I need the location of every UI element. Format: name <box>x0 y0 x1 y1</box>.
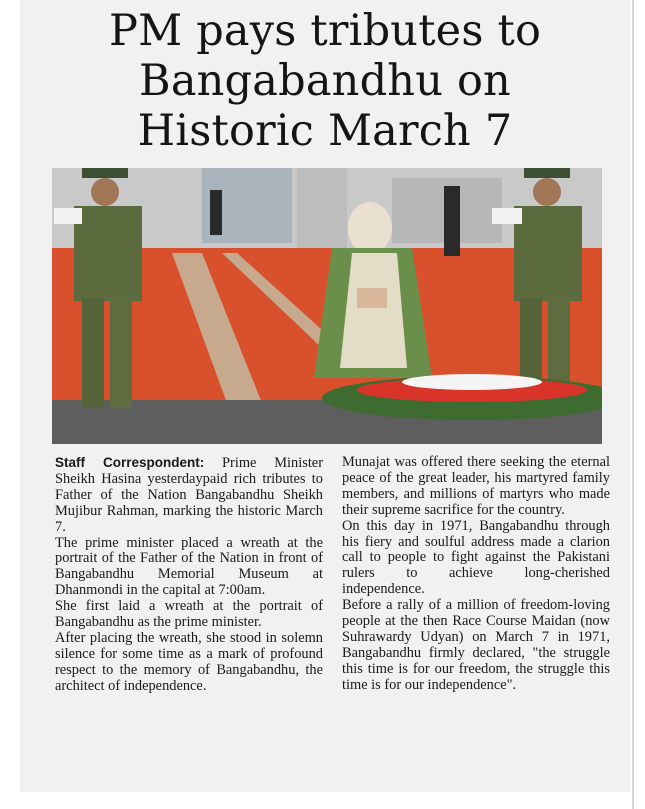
paragraph: The prime minister placed a wreath at the portrait of the Father of the Nation in front of Bangabandhu Memorial Museum at Dhanmondi in the capital at 7:00am. <box>55 534 323 599</box>
background-person-right <box>444 186 460 256</box>
headline-line-3: Historic March 7 <box>137 106 513 156</box>
byline: Staff Correspondent: <box>55 455 205 470</box>
column-divider <box>632 0 634 809</box>
ceremony-photo <box>52 168 602 444</box>
article-column-right <box>342 455 610 694</box>
headline <box>40 6 610 156</box>
paragraph <box>55 455 323 536</box>
paragraph-text: Prime Minister Sheikh Hasina yesterdaypaid rich tributes to Father of the Nation Bangabandhu Sheikh Mujibur Rahman, marking the historic March 7. <box>55 455 323 535</box>
paragraph: Before a rally of a million of freedom-loving people at the then Race Course Maidan (now Suhrawardy Udyan) on March 7 in 1971, Bangabandhu firmly declared, "the struggle this time is for our freedom, the struggle this time is for our independence". <box>342 597 610 693</box>
headline-line-1: PM pays tributes to <box>108 6 542 56</box>
photo-illustration <box>52 168 602 444</box>
paragraph: Munajat was offered there seeking the eternal peace of the great leader, his martyred family members, and millions of martyrs who made their supreme sacrifice for the country. <box>342 454 610 518</box>
article-column-left <box>55 455 323 695</box>
paragraph: She first laid a wreath at the portrait of Bangabandhu as the prime minister. <box>55 598 323 631</box>
background-person <box>210 190 222 235</box>
headline-line-2: Bangabandhu on <box>139 56 511 106</box>
paragraph: On this day in 1971, Bangabandhu through his fiery and soulful address made a clarion call to people to fight against the Pakistani rulers to achieve long-cherished independence. <box>342 517 610 598</box>
paragraph: After placing the wreath, she stood in solemn silence for some time as a mark of profound respect to the memory of Bangabandhu, the architect of independence. <box>55 629 323 694</box>
